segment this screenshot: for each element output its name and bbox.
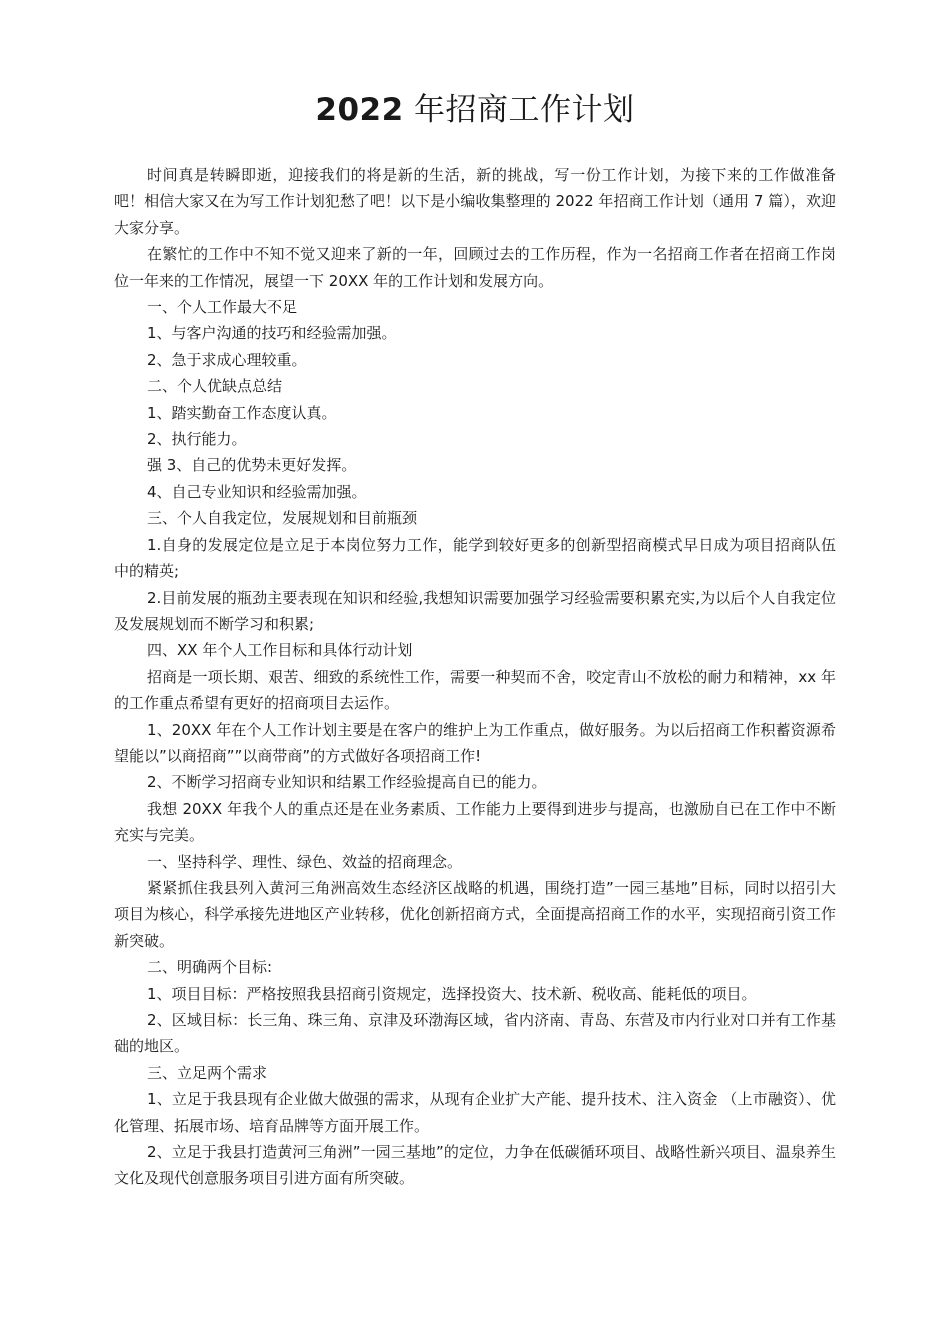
paragraph: 紧紧抓住我县列入黄河三角洲高效生态经济区战略的机遇，围绕打造”一园三基地”目标，同时以招引大项目为核心，科学承接先进地区产业转移，优化创新招商方式，全面提高招商工作的水平，实现招商引资工作新突破。 [114, 878, 836, 950]
section-heading: 一、坚持科学、理性、绿色、效益的招商理念。 [147, 852, 463, 871]
section-heading: 三、个人自我定位，发展规划和目前瓶颈 [147, 509, 418, 528]
section-heading: 二、明确两个目标: [147, 958, 273, 977]
paragraph-review: 在繁忙的工作中不知不觉又迎来了新的一年，回顾过去的工作历程，作为一名招商工作者在招商工作岗位一年来的工作情况，展望一下 20XX 年的工作计划和发展方向。 [114, 245, 836, 290]
title-text: 年招商工作计划 [403, 92, 635, 128]
list-item: 2.目前发展的瓶劲主要表现在知识和经验,我想知识需要加强学习经验需要积累充实,为以后个人自我定位及发展规划而不断学习和积累; [114, 588, 836, 633]
paragraph: 我想 20XX 年我个人的重点还是在业务素质、工作能力上要得到进步与提高，也激励自已在工作中不断充实与完美。 [114, 799, 836, 845]
list-item: 1、与客户沟通的技巧和经验需加强。 [147, 324, 397, 343]
list-item: 1、20XX 年在个人工作计划主要是在客户的维护上为工作重点，做好服务。为以后招商工作积蓄资源希望能以”以商招商””以商带商”的方式做好各项招商工作! [114, 720, 836, 765]
list-item: 2、急于求成心理较重。 [147, 350, 307, 369]
list-item: 1、踏实勤奋工作态度认真。 [147, 403, 337, 422]
section-heading: 二、个人优缺点总结 [147, 377, 283, 396]
list-item: 1、项目目标：严格按照我县招商引资规定，选择投资大、技术新、税收高、能耗低的项目。 [147, 984, 757, 1003]
section-heading: 一、个人工作最大不足 [147, 298, 298, 317]
list-item: 2、立足于我县打造黄河三角洲”一园三基地”的定位，力争在低碳循环项目、战略性新兴项目、温泉养生文化及现代创意服务项目引进方面有所突破。 [114, 1143, 836, 1188]
list-item: 1、立足于我县现有企业做大做强的需求，从现有企业扩大产能、提升技术、注入资金 （上市融资）、优化管理、拓展市场、培育品牌等方面开展工作。 [114, 1090, 836, 1135]
document-title [0, 88, 950, 132]
list-item: 2、区域目标：长三角、珠三角、京津及环渤海区域，省内济南、青岛、东营及市内行业对口并有工作基础的地区。 [114, 1011, 836, 1056]
list-item: 4、自己专业知识和经验需加强。 [147, 482, 367, 501]
paragraph: 招商是一项长期、艰苦、细致的系统性工作，需要一种契而不舍，咬定青山不放松的耐力和精神，xx 年的工作重点希望有更好的招商项目去运作。 [114, 667, 836, 713]
list-item: 2、执行能力。 [147, 430, 247, 449]
list-item: 2、不断学习招商专业知识和结累工作经验提高自已的能力。 [147, 773, 547, 792]
list-item: 1.自身的发展定位是立足于本岗位努力工作，能学到较好更多的创新型招商模式早日成为项目招商队伍中的精英; [114, 535, 836, 581]
title-year: 2022 [315, 92, 404, 128]
document-body [114, 162, 836, 1192]
section-heading: 四、XX 年个人工作目标和具体行动计划 [147, 641, 413, 660]
section-heading: 三、立足两个需求 [147, 1063, 268, 1082]
paragraph-intro: 时间真是转瞬即逝，迎接我们的将是新的生活，新的挑战，写一份工作计划，为接下来的工作做准备吧！相信大家又在为写工作计划犯愁了吧！以下是小编收集整理的 2022 年招商工作计划（通用 7 篇），欢迎大家分享。 [114, 166, 836, 237]
list-item: 强 3、自己的优势未更好发挥。 [147, 456, 357, 475]
